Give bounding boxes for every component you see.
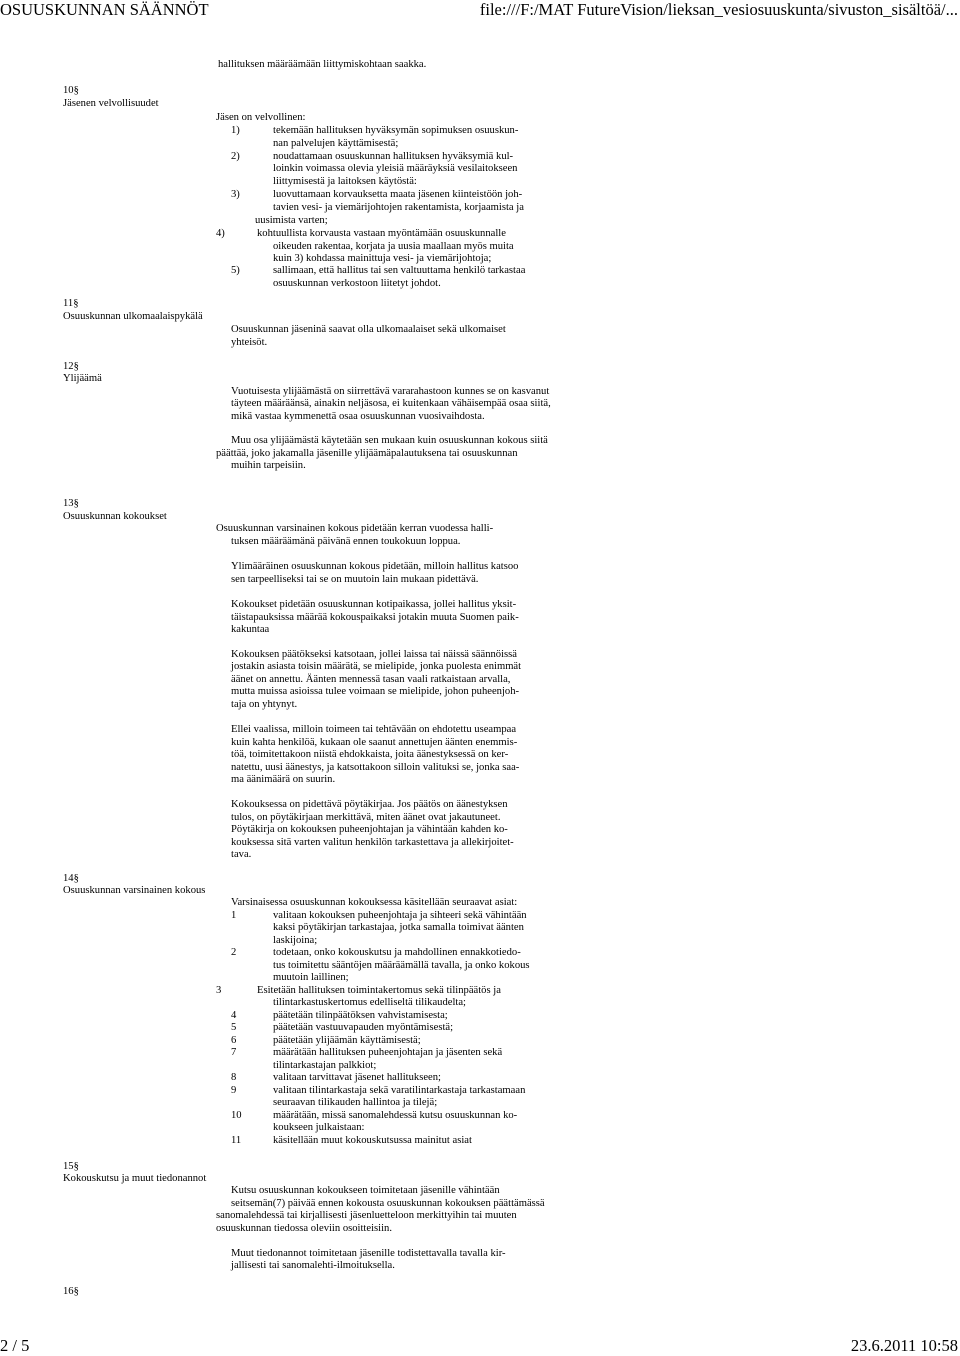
section-13-line: jostakin asiasta toisin määrätä, se mielipide, jonka puolesta enimmät [231,661,522,672]
section-14-item-number: 6 [231,1035,237,1046]
section-13-line: kouksessa sitä varten valitun henkilön tarkastettava ja allekirjoitet- [231,837,514,848]
section-14-line: todetaan, onko kokouskutsu ja mahdollinen ennakkotiedo- [273,947,521,958]
section-10-line: luovuttamaan korvauksetta maata jäsenen kiinteistöön joh- [273,189,523,200]
section-13-line: taja on yhtynyt. [231,699,298,710]
section-13-line: ma äänimäärä on suurin. [231,774,336,785]
section-14-line: seuraavan tilikauden hallintoa ja tilejä; [273,1097,438,1108]
section-10-line: liittymisestä ja laitoksen käytöstä: [273,176,417,187]
page-header-url: file:///F:/MAT FutureVision/lieksan_vesiosuuskunta/sivuston_sisältöä/... [479,0,958,19]
section-12-line: mikä vastaa kymmenettä osaa osuuskunnan vuosivaihdosta. [231,411,485,422]
section-10-line: nan palvelujen käyttämisestä; [273,138,399,149]
section-13-line: tulos, on pöytäkirjaan merkittävä, miten äänet ovat jakautuneet. [231,812,501,823]
section-11-line: Osuuskunnan jäseninä saavat olla ulkomaalaiset sekä ulkomaiset [231,324,506,335]
section-10-title: Jäsenen velvollisuudet [63,98,159,109]
section-14-item-number: 2 [231,947,237,958]
section-14-line: päätetään tilinpäätöksen vahvistamisesta; [273,1010,448,1021]
section-13-line: tava. [231,849,252,860]
section-10-line: kuin 3) kohdassa mainittuja vesi- ja viemärijohtoja; [273,253,492,264]
section-15-number: 15§ [63,1161,79,1172]
section-14-item-number: 8 [231,1072,237,1083]
section-14-line: valitaan tilintarkastaja sekä varatilintarkastaja tarkastamaan [273,1085,526,1096]
section-14-line: valitaan kokouksen puheenjohtaja ja sihteeri sekä vähintään [273,910,527,921]
section-14-item-number: 1 [231,910,237,921]
section-14-line: tilintarkastajan palkkiot; [273,1060,377,1071]
section-12-line: täyteen määräänsä, ainakin neljäsosa, ei kuitenkaan vähäisempää osaa siitä, [231,398,551,409]
section-10-item-number: 2) [231,151,240,162]
section-14-item-number: 3 [216,985,222,996]
section-14-item-number: 5 [231,1022,237,1033]
section-14-line: Varsinaisessa osuuskunnan kokouksessa käsitellään seuraavat asiat: [231,897,518,908]
section-12-line: päättää, joko jakamalla jäsenille ylijäämäpalautuksena tai osuuskunnan [216,448,518,459]
section-15-line: sanomalehdessä tai kirjallisesti jäsenluetteloon merkittyihin tai muuten [216,1210,517,1221]
section-10-line: tekemään hallituksen hyväksymän sopimuksen osuuskun- [273,125,519,136]
section-13-line: töä, toimitettakoon niistä ehdokkaista, joita äänestyksessä on ker- [231,749,509,760]
section-15-title: Kokouskutsu ja muut tiedonannot [63,1173,207,1184]
section-13-line: Kokouksessa on pidettävä pöytäkirjaa. Jos päätös on äänestyksen [231,799,508,810]
section-14-line: muutoin laillinen; [273,972,349,983]
section-13-line: natettu, uusi äänestys, ja katsottakoon silloin valituksi se, jonka saa- [231,762,520,773]
section-14-item-number: 9 [231,1085,237,1096]
section-13-title: Osuuskunnan kokoukset [63,511,167,522]
section-10-item-number: 5) [231,265,240,276]
section-14-line: määrätään hallituksen puheenjohtajan ja jäsenten sekä [273,1047,503,1058]
section-14-line: laskijoina; [273,935,318,946]
section-15-line: Muut tiedonannot toimitetaan jäsenille todistettavalla tavalla kir- [231,1248,506,1259]
section-10-line: oikeuden rakentaa, korjata ja uusia maallaan myös muita [273,241,514,252]
section-13-line: tuksen määräämänä päivänä ennen toukokuun loppua. [231,536,461,547]
page-footer-page-number: 2 / 5 [0,1336,30,1355]
section-13-line: mutta muissa asioissa tulee voimaan se mielipide, johon puheenjoh- [231,686,520,697]
section-14-line: valitaan tarvittavat jäsenet hallitukseen; [273,1072,441,1083]
section-13-line: äänet on annettu. Äänten mennessä tasan vaali ratkaistaan arvalla, [231,674,511,685]
section-14-line: koukseen julkaistaan: [273,1122,365,1133]
section-10-line: loinkin voimassa olevia yleisiä määräyksiä vesilaitokseen [273,163,518,174]
section-10-line: osuuskunnan verkostoon liitetyt johdot. [273,278,441,289]
section-14-title: Osuuskunnan varsinainen kokous [63,885,206,896]
section-12-number: 12§ [63,361,79,372]
section-14-line: päätetään vastuuvapauden myöntämisestä; [273,1022,454,1033]
section-14-line: kaksi pöytäkirjan tarkastajaa, jotka samalla toimivat äänten [273,922,524,933]
section-13-line: Kokoukset pidetään osuuskunnan kotipaikassa, jollei hallitus yksit- [231,599,517,610]
section-10-line: Jäsen on velvollinen: [216,112,306,123]
page-footer-datetime: 23.6.2011 10:58 [850,1336,958,1355]
section-15-line: osuuskunnan tiedossa oleviin osoitteisiin. [216,1223,392,1234]
section-13-line: kuin kahta henkilöä, kukaan ole saanut annettujen äänten enemmis- [231,737,518,748]
continuation-text: hallituksen määräämään liittymiskohtaan saakka. [218,59,427,70]
section-15-line: seitsemän(7) päivää ennen kokousta osuuskunnan kokouksen päättämässä [231,1198,545,1209]
section-14-line: määrätään, missä sanomalehdessä kutsu osuuskunnan ko- [273,1110,518,1121]
section-15-line: Kutsu osuuskunnan kokoukseen toimitetaan jäsenille vähintään [231,1185,500,1196]
section-11-title: Osuuskunnan ulkomaalaispykälä [63,311,203,322]
section-12-line: muihin tarpeisiin. [231,460,306,471]
section-14-item-number: 10 [231,1110,242,1121]
section-14-item-number: 7 [231,1047,237,1058]
section-10-line: kohtuullista korvausta vastaan myöntämään osuuskunnalle [257,228,506,239]
section-11-number: 11§ [63,298,79,309]
section-10-line: noudattamaan osuuskunnan hallituksen hyväksymiä kul- [273,151,514,162]
page-header-title: OSUUSKUNNAN SÄÄNNÖT [0,0,209,19]
section-12-line: Vuotuisesta ylijäämästä on siirrettävä vararahastoon kunnes se on kasvanut [231,386,550,397]
section-12-title: Ylijäämä [63,373,102,384]
section-12-line: Muu osa ylijäämästä käytetään sen mukaan kuin osuuskunnan kokous siitä [231,435,548,446]
section-13-line: Ellei vaalissa, milloin toimeen tai tehtävään on ehdotettu useampaa [231,724,517,735]
section-14-line: tus toimitettu sääntöjen määräämällä tavalla, ja onko kokous [273,960,530,971]
section-14-item-number: 4 [231,1010,237,1021]
section-10-line: tavien vesi- ja viemärijohtojen rakentamista, korjaamista ja [273,202,524,213]
section-16-number: 16§ [63,1286,79,1297]
section-14-line: tilintarkastuskertomus edelliseltä tilikaudelta; [273,997,466,1008]
section-10-line: sallimaan, että hallitus tai sen valtuuttama henkilö tarkastaa [273,265,526,276]
section-13-line: sen tarpeelliseksi tai se on muutoin lain mukaan pidettävä. [231,574,479,585]
section-10-item-number: 3) [231,189,240,200]
section-14-line: päätetään ylijäämän käyttämisestä; [273,1035,421,1046]
section-14-item-number: 11 [231,1135,242,1146]
section-10-number: 10§ [63,85,79,96]
section-10-item-number: 1) [231,125,240,136]
section-14-number: 14§ [63,873,79,884]
section-13-line: Pöytäkirja on kokouksen puheenjohtajan ja vähintään kahden ko- [231,824,508,835]
section-13-line: Osuuskunnan varsinainen kokous pidetään kerran vuodessa halli- [216,523,494,534]
section-15-line: jallisesti tai sanomalehti-ilmoituksella. [231,1260,395,1271]
section-13-line: Kokouksen päätökseksi katsotaan, jollei laissa tai näissä säännöissä [231,649,517,660]
section-13-line: kakuntaa [231,624,270,635]
section-14-line: Esitetään hallituksen toimintakertomus sekä tilinpäätös ja [257,985,501,996]
section-13-number: 13§ [63,498,79,509]
section-11-line: yhteisöt. [231,337,268,348]
section-10-line: uusimista varten; [255,215,328,226]
section-10-item-number: 4) [216,228,225,239]
section-13-line: täistapauksissa määrää kokouspaikaksi jotakin muuta Suomen paik- [231,612,519,623]
section-13-line: Ylimääräinen osuuskunnan kokous pidetään, milloin hallitus katsoo [231,561,519,572]
section-14-line: käsitellään muut kokouskutsussa mainitut asiat [273,1135,472,1146]
